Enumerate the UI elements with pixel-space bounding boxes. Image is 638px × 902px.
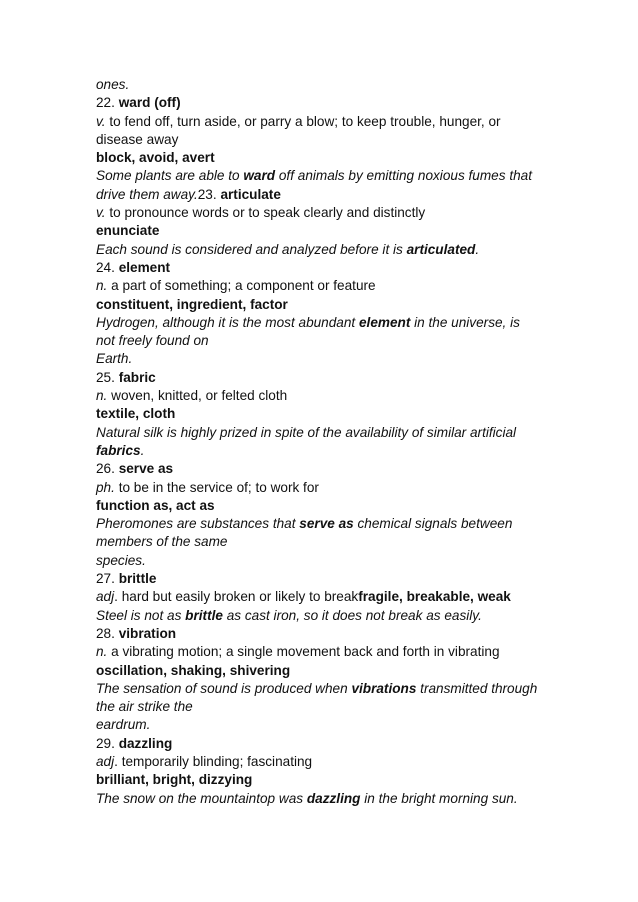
entry-26-example (96, 515, 556, 533)
entry-25-definition (96, 387, 556, 405)
entry-word: element (118, 259, 171, 275)
definition-text: hard but easily broken or likely to break (121, 589, 359, 605)
entry-word: articulate (220, 186, 281, 202)
continuation-text: ones. (96, 77, 130, 92)
entry-number: 24. (96, 259, 115, 275)
entry-24-example (96, 314, 556, 332)
entry-28-example (96, 680, 556, 698)
entry-word: vibration (118, 625, 177, 641)
example-keyword: ward (243, 168, 276, 184)
entry-26-example-cont: species. (96, 552, 146, 568)
part-of-speech: n. (96, 644, 108, 660)
part-of-speech: adj (96, 753, 115, 769)
example-keyword: serve as (299, 516, 354, 532)
entry-29-synonyms: brilliant, bright, dizzying (96, 772, 253, 788)
entry-word: ward (off) (118, 95, 181, 111)
example-keyword: dazzling (306, 790, 361, 806)
part-of-speech: v. (96, 205, 106, 221)
example-text: as cast iron, so it does not break as easily. (222, 607, 482, 623)
definition-text: a part of something; a component or feature (111, 278, 376, 294)
entry-number: 22. (96, 95, 115, 111)
entry-28-example-cont: the air strike the (96, 699, 193, 715)
example-text: chemical signals between (353, 516, 513, 532)
definition-text: to pronounce words or to speak clearly and distinctly (109, 205, 426, 221)
entry-number: 26. (96, 461, 115, 477)
example-text: transmitted through (416, 680, 538, 696)
entry-27-example (96, 607, 556, 625)
part-of-speech-period: . (114, 753, 118, 769)
part-of-speech: v. (96, 113, 106, 129)
example-text: off animals by emitting noxious fumes that (275, 168, 532, 184)
entry-23-example (96, 241, 556, 259)
entry-22-definition (96, 113, 556, 131)
example-text: drive them away. (96, 186, 198, 202)
vocabulary-page (96, 76, 556, 808)
entry-27-heading (96, 570, 556, 588)
entry-29-example (96, 790, 556, 808)
example-keyword: fabrics (96, 442, 141, 458)
definition-text: to be in the service of; to work for (118, 479, 319, 495)
entry-number: 28. (96, 625, 115, 641)
example-keyword: articulated (406, 241, 476, 257)
example-text: in the bright morning sun. (360, 790, 518, 806)
part-of-speech-period: . (114, 589, 118, 605)
part-of-speech: adj (96, 589, 115, 605)
entry-number: 23. (197, 186, 217, 202)
definition-text: woven, knitted, or felted cloth (111, 388, 288, 404)
entry-number: 25. (96, 369, 115, 385)
definition-text: a vibrating motion; a single movement back and forth in vibrating (111, 644, 500, 660)
entry-word: fabric (118, 369, 156, 385)
example-keyword: element (358, 314, 411, 330)
entry-25-example-cont (96, 442, 556, 460)
entry-word: brittle (118, 571, 157, 587)
entry-22-heading (96, 94, 556, 112)
entry-24-example-cont: Earth. (96, 351, 133, 367)
example-text: The sensation of sound is produced when (96, 680, 352, 696)
entry-26-example-cont: members of the same (96, 534, 228, 550)
entry-28-heading (96, 625, 556, 643)
entry-28-synonyms: oscillation, shaking, shivering (96, 662, 291, 678)
entry-24-definition (96, 277, 556, 295)
entry-27-definition (96, 588, 556, 606)
entry-word: dazzling (118, 735, 173, 751)
entry-24-synonyms: constituent, ingredient, factor (96, 296, 288, 312)
entry-synonyms: fragile, breakable, weak (358, 589, 511, 605)
entry-23-synonyms: enunciate (96, 223, 160, 239)
entry-22-example-cont-and-23-heading (96, 186, 556, 204)
part-of-speech: n. (96, 388, 108, 404)
part-of-speech: n. (96, 278, 108, 294)
example-text: . (475, 241, 480, 257)
example-text: Each sound is considered and analyzed before it is (96, 241, 407, 257)
definition-text: to fend off, turn aside, or parry a blow; to keep trouble, hunger, or (109, 113, 501, 129)
entry-25-example: Natural silk is highly prized in spite of the availability of similar artificial (96, 424, 517, 440)
entry-28-definition (96, 643, 556, 661)
entry-26-heading (96, 460, 556, 478)
example-text: Pheromones are substances that (96, 516, 300, 532)
entry-25-synonyms: textile, cloth (96, 406, 176, 422)
entry-24-heading (96, 259, 556, 277)
entry-26-definition (96, 479, 556, 497)
entry-word: serve as (118, 461, 174, 477)
entry-22-synonyms: block, avoid, avert (96, 150, 215, 166)
entry-26-synonyms: function as, act as (96, 497, 215, 513)
entry-29-definition (96, 753, 556, 771)
entry-22-definition-cont: disease away (96, 131, 179, 147)
entry-28-example-cont: eardrum. (96, 717, 151, 733)
entry-22-example (96, 167, 556, 185)
example-text: The snow on the mountaintop was (96, 790, 307, 806)
example-keyword: brittle (185, 607, 223, 623)
example-text: in the universe, is (410, 314, 520, 330)
definition-text: temporarily blinding; fascinating (121, 753, 313, 769)
entry-number: 29. (96, 735, 115, 751)
part-of-speech: ph. (96, 479, 115, 495)
example-keyword: vibrations (351, 680, 417, 696)
entry-29-heading (96, 735, 556, 753)
example-text: Some plants are able to (96, 168, 244, 184)
example-text: Hydrogen, although it is the most abundant (96, 314, 359, 330)
example-text: . (140, 442, 145, 458)
entry-23-definition (96, 204, 556, 222)
entry-24-example-cont: not freely found on (96, 333, 209, 349)
example-text: Steel is not as (96, 607, 186, 623)
entry-25-heading (96, 369, 556, 387)
entry-number: 27. (96, 571, 115, 587)
